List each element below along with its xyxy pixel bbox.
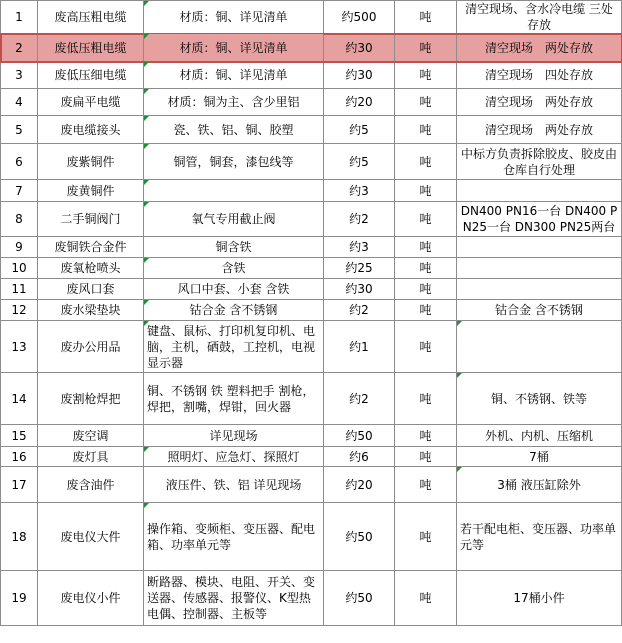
note-cell[interactable] xyxy=(457,180,622,202)
item-name-cell[interactable]: 废电仪大件 xyxy=(38,503,144,571)
unit-cell[interactable]: 吨 xyxy=(395,425,457,447)
unit-cell[interactable]: 吨 xyxy=(395,321,457,373)
unit-cell[interactable]: 吨 xyxy=(395,34,457,62)
quantity-cell[interactable]: 约30 xyxy=(324,62,395,89)
table-row[interactable] xyxy=(1,447,622,467)
unit-cell[interactable]: 吨 xyxy=(395,258,457,279)
quantity-cell[interactable]: 约30 xyxy=(324,34,395,62)
material-cell[interactable]: 材质：铜为主、含少里铝 xyxy=(144,89,324,116)
quantity-cell[interactable]: 约5 xyxy=(324,116,395,144)
item-name-cell[interactable]: 废低压细电缆 xyxy=(38,62,144,89)
material-cell[interactable]: 氧气专用截止阀 xyxy=(144,202,324,237)
note-cell[interactable]: 清空现场、含水冷电缆 三处存放 xyxy=(457,1,622,34)
item-name-cell[interactable]: 二手铜阀门 xyxy=(38,202,144,237)
material-cell[interactable]: 液压件、铁、铝 详见现场 xyxy=(144,467,324,503)
note-cell[interactable] xyxy=(457,279,622,300)
quantity-cell[interactable]: 约1 xyxy=(324,321,395,373)
row-number-cell[interactable]: 8 xyxy=(1,202,38,237)
row-number-cell[interactable]: 4 xyxy=(1,89,38,116)
unit-cell[interactable]: 吨 xyxy=(395,300,457,321)
table-row[interactable] xyxy=(1,571,622,626)
unit-cell[interactable]: 吨 xyxy=(395,89,457,116)
material-cell[interactable]: 瓷、铁、铝、铜、胶塑 xyxy=(144,116,324,144)
material-cell[interactable]: 照明灯、应急灯、探照灯 xyxy=(144,447,324,467)
unit-cell[interactable]: 吨 xyxy=(395,144,457,180)
unit-cell[interactable]: 吨 xyxy=(395,503,457,571)
note-cell[interactable] xyxy=(457,237,622,258)
item-name-cell[interactable]: 废水梁垫块 xyxy=(38,300,144,321)
row-number-cell[interactable]: 6 xyxy=(1,144,38,180)
table-row[interactable] xyxy=(1,300,622,321)
row-number-cell[interactable]: 5 xyxy=(1,116,38,144)
material-cell[interactable]: 铜含铁 xyxy=(144,237,324,258)
row-number-cell[interactable]: 14 xyxy=(1,373,38,425)
material-cell[interactable]: 材质：铜、详见清单 xyxy=(144,1,324,34)
row-number-cell[interactable]: 12 xyxy=(1,300,38,321)
material-cell[interactable] xyxy=(144,180,324,202)
unit-cell[interactable]: 吨 xyxy=(395,279,457,300)
unit-cell[interactable]: 吨 xyxy=(395,202,457,237)
unit-cell[interactable]: 吨 xyxy=(395,447,457,467)
table-row[interactable] xyxy=(1,34,622,62)
note-cell[interactable]: 7桶 xyxy=(457,447,622,467)
quantity-cell[interactable]: 约3 xyxy=(324,180,395,202)
item-name-cell[interactable]: 废含油件 xyxy=(38,467,144,503)
note-cell[interactable]: 清空现场 两处存放 xyxy=(457,89,622,116)
table-row[interactable] xyxy=(1,503,622,571)
table-row[interactable] xyxy=(1,237,622,258)
table-row[interactable] xyxy=(1,373,622,425)
table-row[interactable] xyxy=(1,116,622,144)
quantity-cell[interactable]: 约50 xyxy=(324,503,395,571)
table-row[interactable] xyxy=(1,1,622,34)
material-cell[interactable]: 铜、不锈钢 铁 塑料把手 割枪，焊把，割嘴，焊钳，回火器 xyxy=(144,373,324,425)
item-name-cell[interactable]: 废氧枪喷头 xyxy=(38,258,144,279)
note-cell[interactable]: 外机、内机、压缩机 xyxy=(457,425,622,447)
table-row[interactable] xyxy=(1,425,622,447)
quantity-cell[interactable]: 约2 xyxy=(324,300,395,321)
material-cell[interactable]: 钴合金 含不锈钢 xyxy=(144,300,324,321)
item-name-cell[interactable]: 废电仪小件 xyxy=(38,571,144,626)
table-body xyxy=(1,1,622,626)
table-row[interactable] xyxy=(1,144,622,180)
material-cell[interactable]: 操作箱、变频柜、变压器、配电箱、功率单元等 xyxy=(144,503,324,571)
note-cell[interactable]: 17桶小件 xyxy=(457,571,622,626)
row-number-cell[interactable]: 11 xyxy=(1,279,38,300)
table-row[interactable] xyxy=(1,467,622,503)
item-name-cell[interactable]: 废办公用品 xyxy=(38,321,144,373)
note-cell[interactable]: 若干配电柜、变压器、功率单元等 xyxy=(457,503,622,571)
row-number-cell[interactable]: 10 xyxy=(1,258,38,279)
item-name-cell[interactable]: 废灯具 xyxy=(38,447,144,467)
unit-cell[interactable]: 吨 xyxy=(395,1,457,34)
quantity-cell[interactable]: 约50 xyxy=(324,425,395,447)
quantity-cell[interactable]: 约6 xyxy=(324,447,395,467)
row-number-cell[interactable]: 17 xyxy=(1,467,38,503)
note-cell[interactable] xyxy=(457,321,622,373)
row-number-cell[interactable]: 15 xyxy=(1,425,38,447)
table-row[interactable] xyxy=(1,62,622,89)
item-name-cell[interactable]: 废风口套 xyxy=(38,279,144,300)
item-name-cell[interactable]: 废电缆接头 xyxy=(38,116,144,144)
unit-cell[interactable]: 吨 xyxy=(395,180,457,202)
material-cell[interactable]: 风口中套、小套 含铁 xyxy=(144,279,324,300)
table-row[interactable] xyxy=(1,321,622,373)
material-cell[interactable]: 材质：铜、详见清单 xyxy=(144,34,324,62)
quantity-cell[interactable]: 约20 xyxy=(324,467,395,503)
unit-cell[interactable]: 吨 xyxy=(395,373,457,425)
row-number-cell[interactable]: 18 xyxy=(1,503,38,571)
row-number-cell[interactable]: 3 xyxy=(1,62,38,89)
quantity-cell[interactable]: 约20 xyxy=(324,89,395,116)
item-name-cell[interactable]: 废铜铁合金件 xyxy=(38,237,144,258)
row-number-cell[interactable]: 1 xyxy=(1,1,38,34)
row-number-cell[interactable]: 19 xyxy=(1,571,38,626)
quantity-cell[interactable]: 约500 xyxy=(324,1,395,34)
quantity-cell[interactable]: 约2 xyxy=(324,202,395,237)
row-number-cell[interactable]: 7 xyxy=(1,180,38,202)
note-cell[interactable]: 清空现场 四处存放 xyxy=(457,62,622,89)
item-name-cell[interactable]: 废扁平电缆 xyxy=(38,89,144,116)
material-cell[interactable]: 详见现场 xyxy=(144,425,324,447)
row-number-cell[interactable]: 2 xyxy=(1,34,38,62)
unit-cell[interactable]: 吨 xyxy=(395,62,457,89)
item-name-cell[interactable]: 废低压粗电缆 xyxy=(38,34,144,62)
note-cell[interactable]: 中标方负责拆除胶皮、胶皮由仓库自行处理 xyxy=(457,144,622,180)
note-cell[interactable]: 3桶 液压缸除外 xyxy=(457,467,622,503)
material-cell[interactable]: 含铁 xyxy=(144,258,324,279)
note-cell[interactable]: 铜、不锈钢、铁等 xyxy=(457,373,622,425)
unit-cell[interactable]: 吨 xyxy=(395,237,457,258)
item-name-cell[interactable]: 废空调 xyxy=(38,425,144,447)
table-row[interactable] xyxy=(1,258,622,279)
row-number-cell[interactable]: 9 xyxy=(1,237,38,258)
quantity-cell[interactable]: 约3 xyxy=(324,237,395,258)
note-cell[interactable]: 清空现场 两处存放 xyxy=(457,34,622,62)
quantity-cell[interactable]: 约5 xyxy=(324,144,395,180)
material-cell[interactable]: 材质：铜、详见清单 xyxy=(144,62,324,89)
table-row[interactable] xyxy=(1,89,622,116)
item-name-cell[interactable]: 废割枪焊把 xyxy=(38,373,144,425)
table-row[interactable] xyxy=(1,180,622,202)
material-cell[interactable]: 键盘、鼠标、打印机复印机、电脑，主机，硒鼓，工控机，电视显示器 xyxy=(144,321,324,373)
unit-cell[interactable]: 吨 xyxy=(395,116,457,144)
note-cell[interactable]: DN400 PN16一台 DN400 PN25一台 DN300 PN25两台 xyxy=(457,202,622,237)
quantity-cell[interactable]: 约25 xyxy=(324,258,395,279)
row-number-cell[interactable]: 16 xyxy=(1,447,38,467)
quantity-cell[interactable]: 约30 xyxy=(324,279,395,300)
note-cell[interactable]: 清空现场 两处存放 xyxy=(457,116,622,144)
note-cell[interactable]: 钴合金 含不锈钢 xyxy=(457,300,622,321)
material-cell[interactable]: 断路器、模块、电阻、开关、变送器、传感器、报警仪、K型热电偶、控制器、主板等 xyxy=(144,571,324,626)
row-number-cell[interactable]: 13 xyxy=(1,321,38,373)
quantity-cell[interactable]: 约50 xyxy=(324,571,395,626)
note-cell[interactable] xyxy=(457,258,622,279)
table-row[interactable] xyxy=(1,202,622,237)
unit-cell[interactable]: 吨 xyxy=(395,467,457,503)
unit-cell[interactable]: 吨 xyxy=(395,571,457,626)
table-row[interactable] xyxy=(1,279,622,300)
material-cell[interactable]: 铜管，铜套，漆包线等 xyxy=(144,144,324,180)
quantity-cell[interactable]: 约2 xyxy=(324,373,395,425)
item-name-cell[interactable]: 废高压粗电缆 xyxy=(38,1,144,34)
item-name-cell[interactable]: 废紫铜件 xyxy=(38,144,144,180)
item-name-cell[interactable]: 废黄铜件 xyxy=(38,180,144,202)
